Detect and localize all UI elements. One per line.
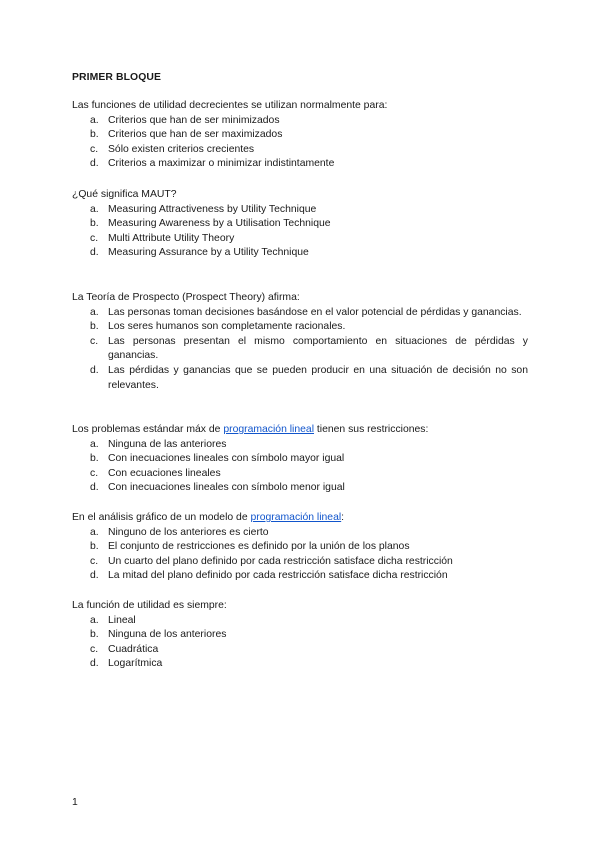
- question-6: [72, 599, 528, 672]
- option-letter: d.: [90, 570, 99, 582]
- option-text: Con ecuaciones lineales: [108, 467, 221, 479]
- option-c: [72, 143, 528, 158]
- option-b: [72, 540, 528, 555]
- option-text: Logarítmica: [108, 658, 163, 670]
- option-letter: a.: [90, 614, 99, 626]
- option-letter: d.: [90, 364, 99, 376]
- option-text: Criterios que han de ser maximizados: [108, 129, 283, 141]
- option-text: Las personas toman decisiones basándose en el valor potencial de pérdidas y ganancias.: [108, 306, 522, 318]
- option-d: [72, 157, 528, 172]
- option-a: [72, 203, 528, 218]
- option-letter: d.: [90, 482, 99, 494]
- option-text: Cuadrática: [108, 643, 159, 655]
- option-text: Con inecuaciones lineales con símbolo mayor igual: [108, 453, 345, 465]
- option-a: [72, 526, 528, 541]
- question-6-text: La función de utilidad es siempre:: [72, 600, 227, 611]
- question-5-options: [72, 526, 528, 584]
- option-text: Con inecuaciones lineales con símbolo menor igual: [108, 482, 345, 494]
- option-b: [72, 320, 528, 335]
- option-c: [72, 555, 528, 570]
- question-1: [72, 99, 528, 172]
- question-2-text: ¿Qué significa MAUT?: [72, 189, 177, 200]
- option-d: [72, 481, 528, 496]
- question-4-text: [72, 423, 528, 438]
- option-letter: d.: [90, 658, 99, 670]
- question-2: [72, 188, 528, 261]
- option-letter: a.: [90, 526, 99, 538]
- question-1-options: [72, 114, 528, 172]
- option-letter: c.: [90, 643, 99, 655]
- option-a: [72, 614, 528, 629]
- option-letter: c.: [90, 467, 99, 479]
- option-letter: d.: [90, 158, 99, 170]
- option-c: [72, 335, 528, 364]
- page-number: 1: [72, 797, 78, 808]
- option-b: [72, 452, 528, 467]
- programacion-lineal-link[interactable]: programación lineal: [250, 512, 342, 523]
- option-text: Ninguno de los anteriores es cierto: [108, 526, 269, 538]
- option-text: Las pérdidas y ganancias que se pueden producir en una situación de decisión no son relevantes.: [108, 364, 528, 391]
- option-text: Un cuarto del plano definido por cada restricción satisface dicha restricción: [108, 555, 453, 567]
- option-text: La mitad del plano definido por cada restricción satisface dicha restricción: [108, 570, 448, 582]
- option-d: [72, 569, 528, 584]
- option-text: Measuring Attractiveness by Utility Technique: [108, 203, 317, 215]
- option-b: [72, 217, 528, 232]
- option-text: Measuring Awareness by a Utilisation Technique: [108, 218, 331, 230]
- option-text: Lineal: [108, 614, 136, 626]
- question-3-options: [72, 306, 528, 394]
- question-6-options: [72, 614, 528, 672]
- question-4-text-before: Los problemas estándar máx de: [72, 424, 224, 435]
- option-d: [72, 364, 528, 393]
- question-4-text-after: tienen sus restricciones:: [314, 424, 429, 435]
- option-letter: b.: [90, 541, 99, 553]
- option-c: [72, 232, 528, 247]
- option-letter: c.: [90, 232, 99, 244]
- option-letter: c.: [90, 335, 99, 347]
- option-letter: b.: [90, 218, 99, 230]
- option-d: [72, 246, 528, 261]
- option-text: El conjunto de restricciones es definido por la unión de los planos: [108, 541, 410, 553]
- option-letter: b.: [90, 629, 99, 641]
- option-letter: a.: [90, 438, 99, 450]
- option-c: [72, 467, 528, 482]
- option-letter: c.: [90, 555, 99, 567]
- question-5-text: [72, 511, 528, 526]
- question-5-text-before: En el análisis gráfico de un modelo de: [72, 512, 251, 523]
- option-a: [72, 438, 528, 453]
- question-4: [72, 423, 528, 496]
- question-5: [72, 511, 528, 584]
- option-text: Criterios que han de ser minimizados: [108, 114, 280, 126]
- option-letter: a.: [90, 114, 99, 126]
- question-5-text-after: :: [341, 512, 345, 523]
- document-title: PRIMER BLOQUE: [72, 72, 162, 83]
- option-text: Ninguna de los anteriores: [108, 629, 227, 641]
- option-letter: b.: [90, 321, 99, 333]
- option-text: Ninguna de las anteriores: [108, 438, 227, 450]
- option-letter: d.: [90, 247, 99, 259]
- option-b: [72, 628, 528, 643]
- question-3-text: La Teoría de Prospecto (Prospect Theory) afirma:: [72, 292, 300, 303]
- option-text: Sólo existen criterios crecientes: [108, 143, 255, 155]
- programacion-lineal-link[interactable]: programación lineal: [223, 424, 315, 435]
- option-a: [72, 114, 528, 129]
- option-text: Criterios a maximizar o minimizar indistintamente: [108, 158, 335, 170]
- option-text: Measuring Assurance by a Utility Technique: [108, 247, 309, 259]
- option-text: Las personas presentan el mismo comportamiento en situaciones de pérdidas y ganancias.: [108, 335, 528, 362]
- question-4-options: [72, 438, 528, 496]
- option-text: Multi Attribute Utility Theory: [108, 232, 235, 244]
- option-c: [72, 643, 528, 658]
- option-letter: b.: [90, 129, 99, 141]
- option-a: [72, 306, 528, 321]
- question-1-text: Las funciones de utilidad decrecientes se utilizan normalmente para:: [72, 100, 388, 111]
- option-letter: b.: [90, 453, 99, 465]
- option-letter: a.: [90, 203, 99, 215]
- option-letter: c.: [90, 143, 99, 155]
- option-d: [72, 657, 528, 672]
- option-text: Los seres humanos son completamente racionales.: [108, 321, 346, 333]
- question-3: [72, 291, 528, 393]
- question-2-options: [72, 203, 528, 261]
- option-b: [72, 128, 528, 143]
- option-letter: a.: [90, 306, 99, 318]
